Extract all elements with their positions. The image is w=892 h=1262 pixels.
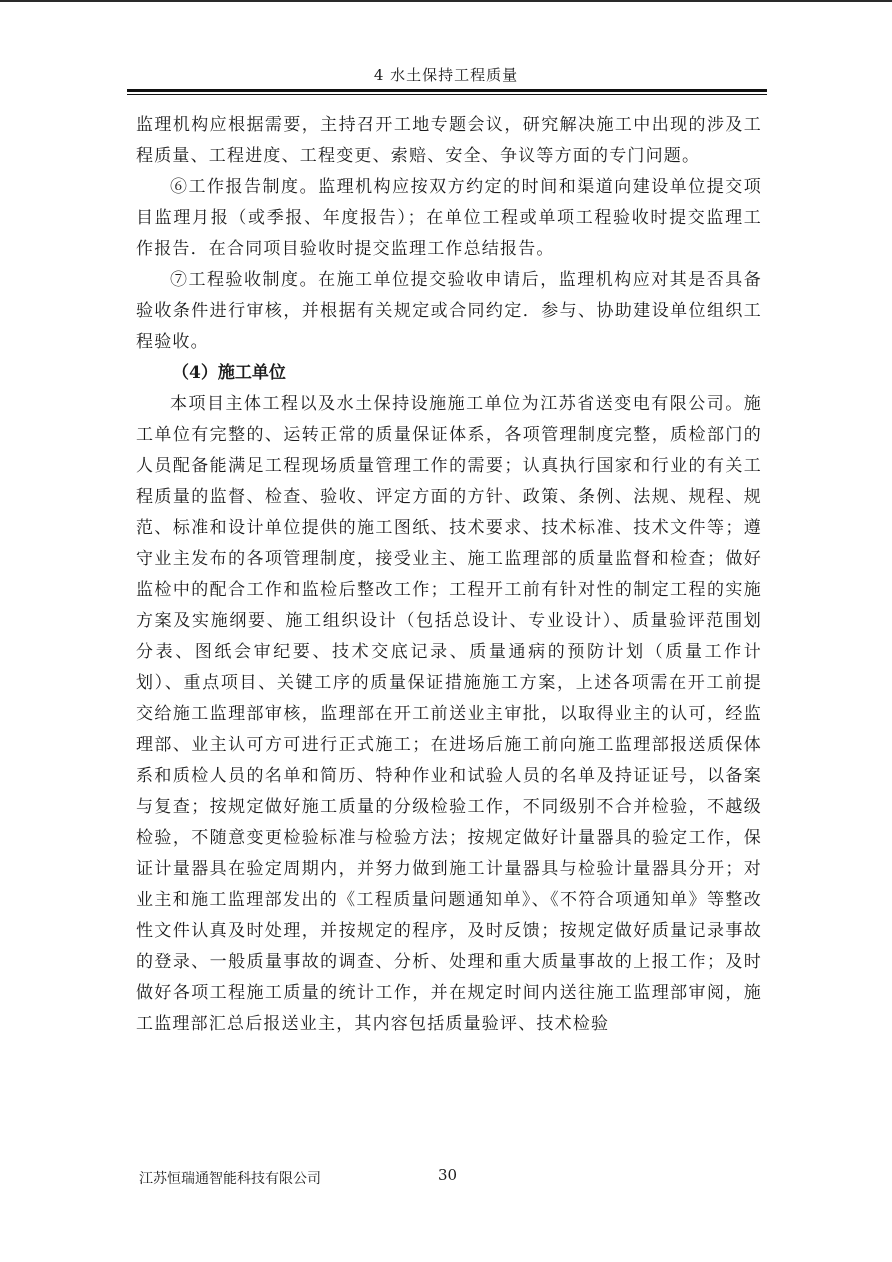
paragraph-meeting: 监理机构应根据需要，主持召开工地专题会议，研究解决施工中出现的涉及工程质量、工程进度、工程变更、索赔、安全、争议等方面的专门问题。 xyxy=(136,115,762,166)
running-header: 4 水土保持工程质量 xyxy=(373,66,519,84)
paragraph-construction-unit: 本项目主体工程以及水土保持设施施工单位为江苏省送变电有限公司。施工单位有完整的、运转正常的质量保证体系，各项管理制度完整，质检部门的人员配备能满足工程现场质量管理工作的需要；认真执行国家和行业的有关工程质量的监督、检查、验收、评定方面的方针、政策、条例、法规、规程、规范、标准和设计单位提供的施工图纸、技术要求、技术标准、技术文件等；遵守业主发布的各项管理制度，接受业主、施工监理部的质量监督和检查；做好监检中的配合工作和监检后整改工作；工程开工前有针对性的制定工程的实施方案及实施纲要、施工组织设计（包括总设计、专业设计）、质量验评范围划分表、图纸会审纪要、技术交底记录、质量通病的预防计划（质量工作计划）、重点项目、关键工序的质量保证措施施工方案，上述各项需在开工前提交给施工监理部审核，监理部在开工前送业主审批，以取得业主的认可，经监理部、业主认可方可进行正式施工；在进场后施工前向施工监理部报送质保体系和质检人员的名单和简历、特种作业和试验人员的名单及持证证号，以备案与复查；按规定做好施工质量的分级检验工作，不同级别不合并检验，不越级检验，不随意变更检验标准与检验方法；按规定做好计量器具的验定工作，保证计量器具在验定周期内，并努力做到施工计量器具与检验计量器具分开；对业主和施工监理部发出的《工程质量问题通知单》、《不符合项通知单》等整改性文件认真及时处理，并按规定的程序，及时反馈；按规定做好质量记录事故的登录、一般质量事故的调查、分析、处理和重大质量事故的上报工作；及时做好各项工程施工质量的统计工作，并在规定时间内送往施工监理部审阅，施工监理部汇总后报送业主，其内容包括质量验评、技术检验 xyxy=(136,394,762,1034)
paragraph-report-system: ⑥工作报告制度。监理机构应按双方约定的时间和渠道向建设单位提交项目监理月报（或季报、年度报告）；在单位工程或单项工程验收时提交监理工作报告．在合同项目验收时提交监理工作总结报告。 xyxy=(136,177,762,259)
footer-company-name: 江苏恒瑞通智能科技有限公司 xyxy=(139,1171,321,1187)
page-number: 30 xyxy=(438,1166,458,1184)
section-heading: （4）施工单位 xyxy=(172,363,286,383)
page-body xyxy=(136,110,762,1040)
header-rule-thick xyxy=(127,89,767,92)
header-rule-thin xyxy=(127,94,767,95)
page-top-border xyxy=(0,0,892,2)
paragraph-acceptance-system: ⑦工程验收制度。在施工单位提交验收申请后，监理机构应对其是否具备验收条件进行审核，并根据有关规定或合同约定．参与、协助建设单位组织工程验收。 xyxy=(136,270,762,352)
